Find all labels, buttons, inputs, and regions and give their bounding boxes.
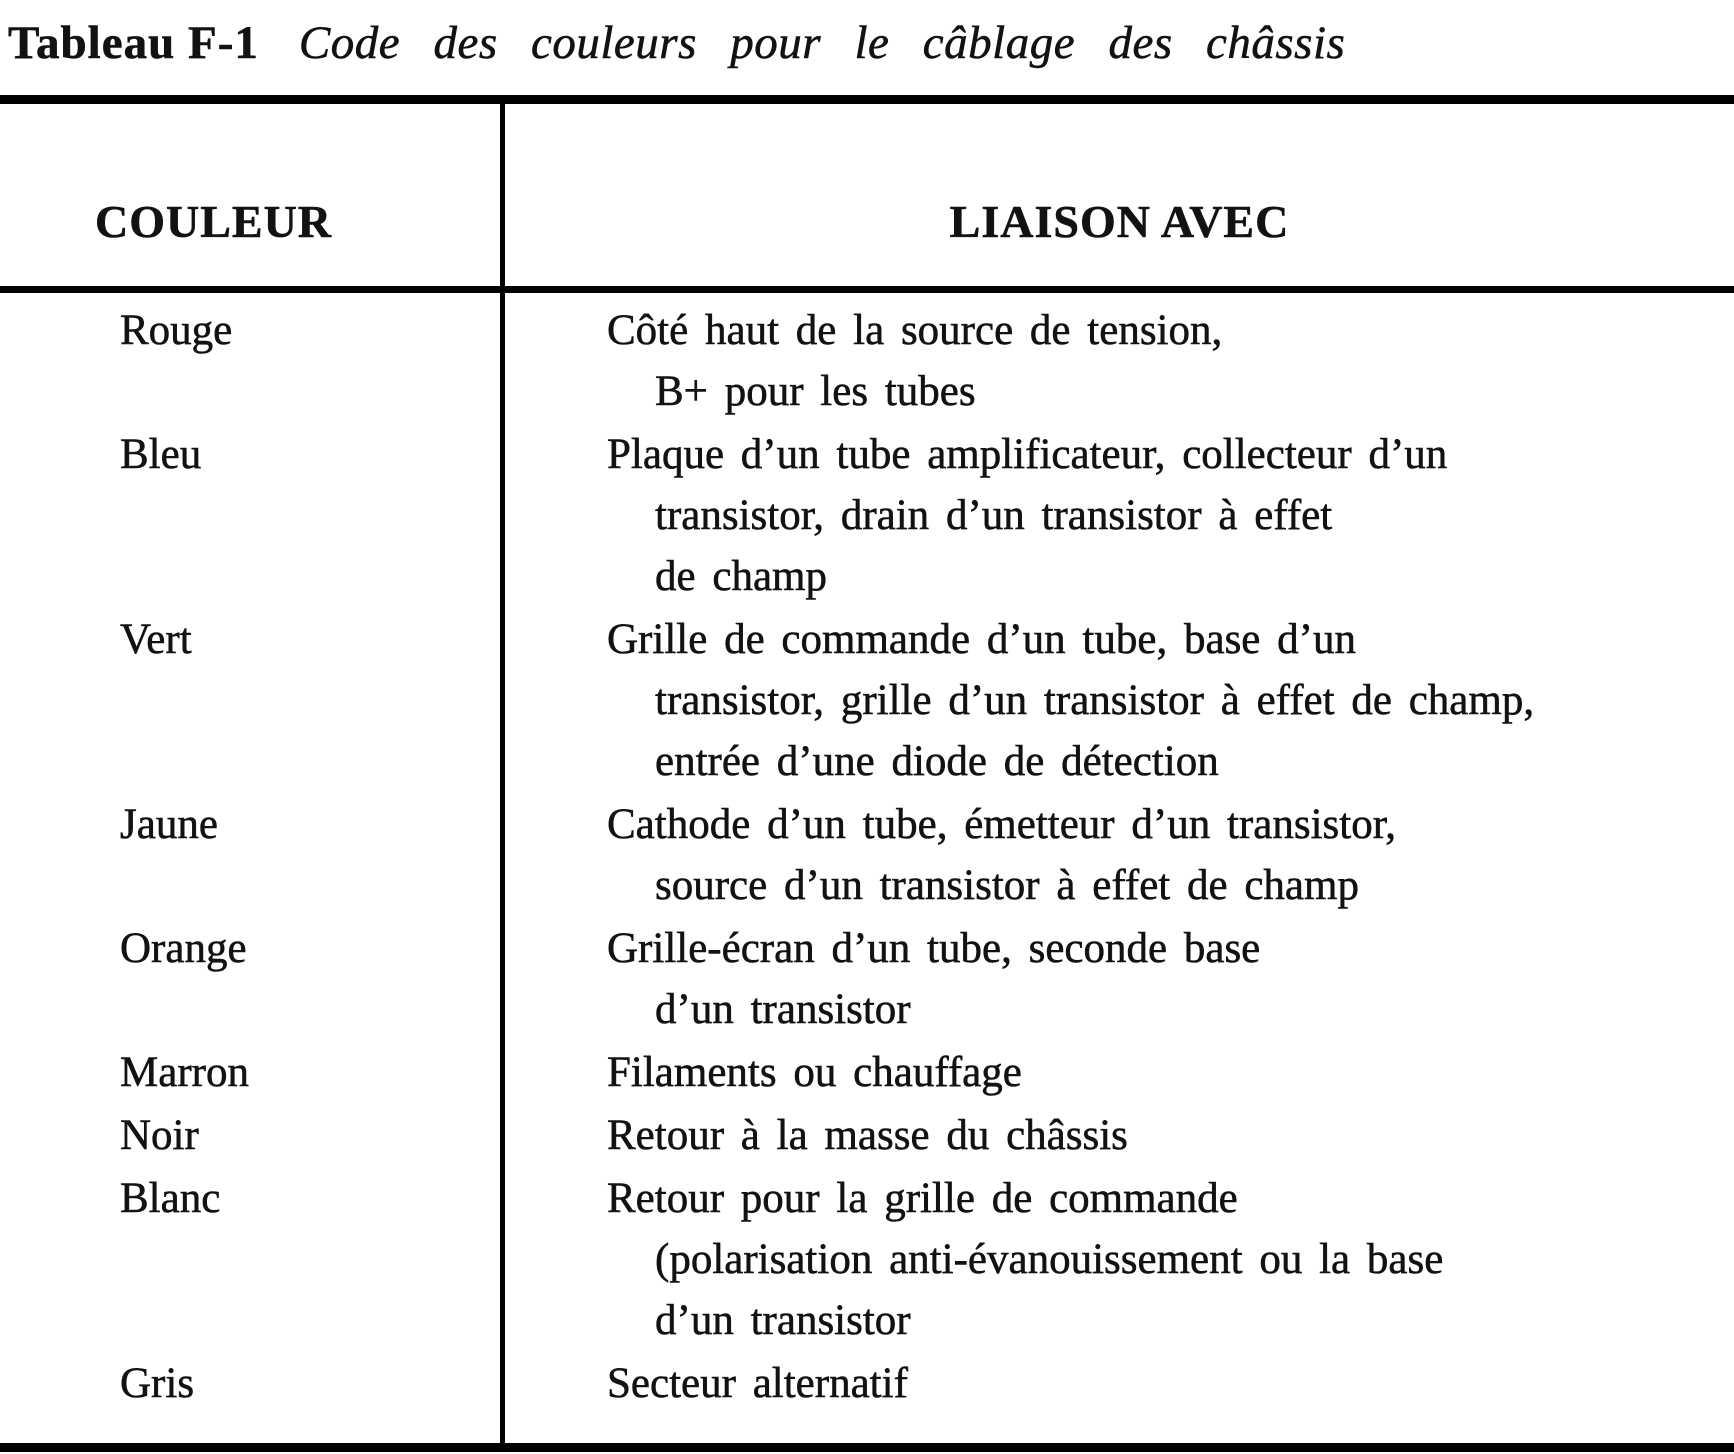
- description-line: Plaque d’un tube amplificateur, collecteur d’un: [607, 431, 1448, 478]
- table-row-marron: [0, 1042, 1734, 1103]
- connection-description: [505, 794, 1734, 916]
- description-line: source d’un transistor à effet de champ: [655, 862, 1359, 909]
- table-row-blanc: [0, 1168, 1734, 1351]
- color-name: Rouge: [120, 307, 233, 354]
- description-line: B+ pour les tubes: [655, 368, 976, 415]
- table-row-gris: [0, 1353, 1734, 1414]
- description-line: Cathode d’un tube, émetteur d’un transistor,: [607, 801, 1397, 848]
- connection-description: [505, 609, 1734, 792]
- color-name: Blanc: [120, 1175, 221, 1222]
- header-liaison-avec: LIAISON AVEC: [949, 196, 1290, 247]
- color-name: Orange: [120, 925, 247, 972]
- table-title: [8, 8, 1345, 78]
- connection-description: [505, 1353, 1734, 1414]
- table-header-row: [0, 104, 1734, 286]
- color-name: Gris: [120, 1360, 195, 1407]
- description-line: de champ: [655, 553, 827, 600]
- color-name: Noir: [120, 1112, 199, 1159]
- table-row-noir: [0, 1105, 1734, 1166]
- connection-description: [505, 1042, 1734, 1103]
- table-body: [0, 300, 1734, 1416]
- color-name: Jaune: [120, 801, 218, 848]
- table-row-bleu: [0, 424, 1734, 607]
- connection-description: [505, 918, 1734, 1040]
- table-number: Tableau F-1: [8, 17, 259, 69]
- bottom-rule: [0, 1443, 1734, 1452]
- top-rule: [0, 95, 1734, 104]
- connection-description: [505, 424, 1734, 607]
- connection-description: [505, 1168, 1734, 1351]
- description-line: Retour à la masse du châssis: [607, 1112, 1128, 1159]
- description-line: Secteur alternatif: [607, 1360, 908, 1407]
- description-line: Côté haut de la source de tension,: [607, 307, 1223, 354]
- color-name: Vert: [120, 616, 192, 663]
- description-line: Filaments ou chauffage: [607, 1049, 1022, 1096]
- header-separator-rule: [0, 286, 1734, 293]
- description-line: d’un transistor: [655, 986, 911, 1033]
- table-row-orange: [0, 918, 1734, 1040]
- table-row-jaune: [0, 794, 1734, 916]
- description-line: Retour pour la grille de commande: [607, 1175, 1238, 1222]
- color-name: Bleu: [120, 431, 202, 478]
- description-line: transistor, drain d’un transistor à effet: [655, 492, 1333, 539]
- description-line: (polarisation anti-évanouissement ou la base: [655, 1236, 1444, 1283]
- description-line: transistor, grille d’un transistor à effet de champ,: [655, 677, 1535, 724]
- table-caption: Code des couleurs pour le câblage des châssis: [298, 17, 1346, 69]
- table-row-rouge: [0, 300, 1734, 422]
- color-name: Marron: [120, 1049, 249, 1096]
- description-line: entrée d’une diode de détection: [655, 738, 1219, 785]
- description-line: Grille de commande d’un tube, base d’un: [607, 616, 1356, 663]
- connection-description: [505, 1105, 1734, 1166]
- header-couleur: COULEUR: [94, 196, 333, 247]
- description-line: Grille-écran d’un tube, seconde base: [607, 925, 1261, 972]
- description-line: d’un transistor: [655, 1297, 911, 1344]
- connection-description: [505, 300, 1734, 422]
- table-row-vert: [0, 609, 1734, 792]
